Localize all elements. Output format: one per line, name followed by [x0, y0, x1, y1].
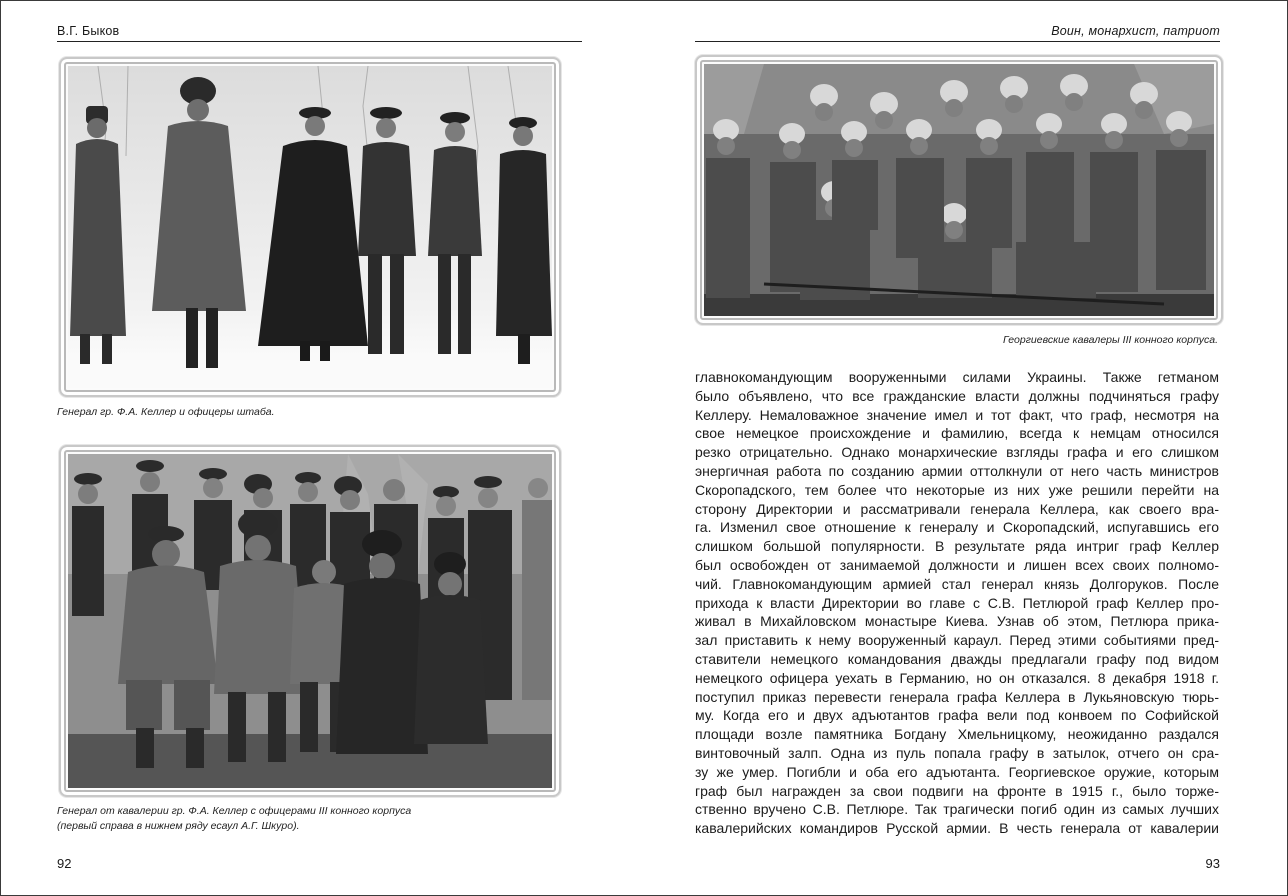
body-line: живал в Михайловском монастыре Киева. Узнав об этом, Петлюра прика- [695, 613, 1219, 630]
body-line: немецкого офицера уехать в Германию, но он отказался. 8 декабря 1918 г. [695, 669, 1219, 686]
photo-keller-corps-officers [68, 454, 552, 788]
body-line: был освобожден от занимаемой должности и лишен всех своих полномо- [695, 556, 1219, 573]
body-line: зу же умер. Погибли и оба его адъютанта. Георгиевское оружие, которым [695, 763, 1219, 780]
left-page-number: 92 [57, 856, 72, 871]
body-line: площади возле памятника Богдану Хмельницкому, неожиданно раздался [695, 726, 1219, 743]
body-line: ставители немецкого командования дважды предлагали графу под видом [695, 650, 1219, 667]
body-line: ственно вручено С.В. Петлюре. Так трагически погиб один из самых лучших [695, 801, 1219, 818]
photo-keller-corps-officers-image [68, 454, 552, 788]
right-header-rule [695, 41, 1220, 42]
body-line: зал приставить к нему вооруженный караул. Перед этими событиями пред- [695, 632, 1219, 649]
left-header-rule [57, 41, 582, 42]
body-line: чий. Главнокомандующим армией стал генерал князь Долгоруков. После [695, 575, 1219, 592]
body-line: винтовочный залп. Одна из пуль попала графу в затылок, отчего он сра- [695, 744, 1219, 761]
body-line: Скоропадского, тем более что некоторые из них уже решили перейти на [695, 481, 1219, 498]
caption-line-1: Генерал от кавалерии гр. Ф.А. Келлер с офицерами III конного корпуса [57, 805, 412, 817]
body-line: свое немецкое происхождение и фамилию, всегда к немцам относился [695, 425, 1219, 442]
photo-georgievsky-cavaliers [704, 64, 1214, 316]
caption-georgievsky-cavaliers: Георгиевские кавалеры III конного корпуса. [1002, 334, 1218, 346]
caption-keller-corps-officers [57, 804, 411, 834]
left-running-head: В.Г. Быков [57, 24, 120, 38]
body-line: резко отрицательно. Однако монархические взгляды графа и его слишком [695, 444, 1219, 461]
body-text [695, 368, 1219, 838]
body-line: слишком большой популярности. В результате ряда интриг граф Келлер [695, 538, 1219, 555]
body-line: было объявлено, что все гражданские власти должны подчиняться графу [695, 387, 1219, 404]
right-page-number: 93 [1205, 856, 1220, 871]
photo-frame-keller-staff [59, 57, 561, 397]
body-line: сторону Директории и рассматривали генерала Келлера, как своего вра- [695, 500, 1219, 517]
caption-line-2: (первый справа в нижнем ряду есаул А.Г. Шкуро). [57, 820, 300, 832]
photo-georgievsky-cavaliers-image [704, 64, 1214, 316]
photo-frame-keller-corps-officers [59, 445, 561, 797]
caption-keller-staff: Генерал гр. Ф.А. Келлер и офицеры штаба. [57, 406, 275, 418]
body-line: му. Когда его и двух адъютантов графа вели под конвоем по Софийской [695, 707, 1219, 724]
body-line: га. Изменил свое отношение к генералу и Скоропадский, испугавшись его [695, 519, 1219, 536]
body-line: главнокомандующим вооруженными силами Украины. Также гетманом [695, 369, 1219, 385]
photo-frame-georgievsky-cavaliers [695, 55, 1223, 325]
body-line: прихода к власти Директории во главе с С.В. Петлюрой граф Келлер про- [695, 594, 1219, 611]
photo-keller-staff [68, 66, 552, 388]
right-running-head: Воин, монархист, патриот [1051, 24, 1220, 38]
body-line: граф был награжден за свои подвиги на фронте в 1915 г., было торже- [695, 782, 1219, 799]
body-line: кавалерийских командиров Русской армии. В честь генерала от кавалерии [695, 820, 1219, 837]
body-line: Келлеру. Немаловажное значение имел и тот факт, что граф, несмотря на [695, 406, 1219, 423]
photo-keller-staff-image [68, 66, 552, 388]
body-line: энергичная работа по созданию армии оттолкнули от него часть министров [695, 462, 1219, 479]
body-line: поступил приказ перевести генерала графа Келлера в Лукьяновскую тюрь- [695, 688, 1219, 705]
